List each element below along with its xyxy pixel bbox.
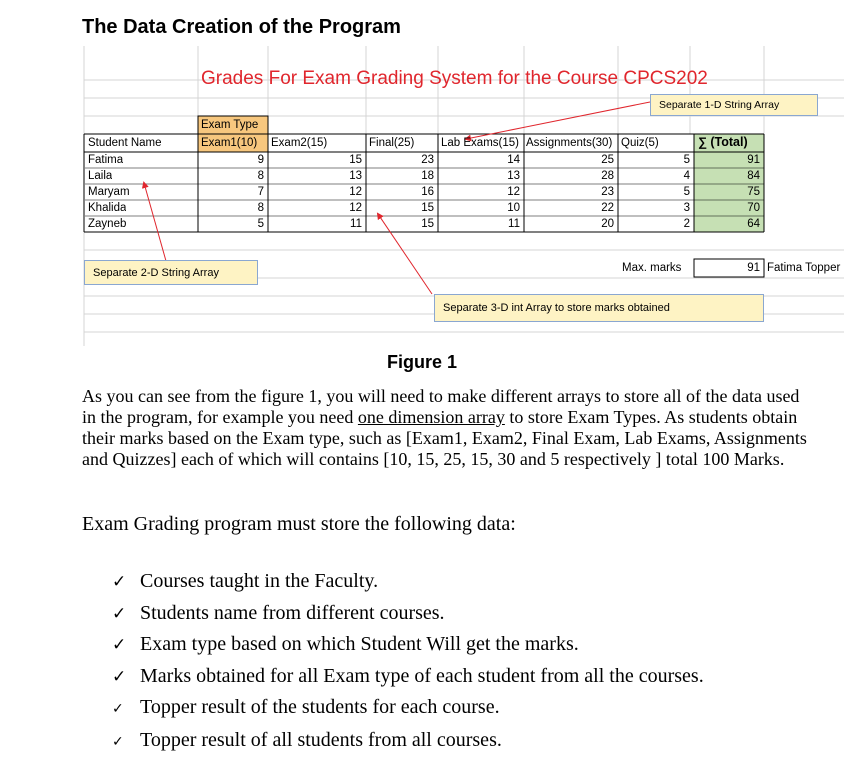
exam-type-label: Exam Type <box>201 119 259 131</box>
mark-cell: 28 <box>601 170 614 182</box>
mark-cell: 25 <box>601 154 614 166</box>
header-lab-exams: Lab Exams(15) <box>441 137 519 149</box>
paragraph-underlined-term: one dimension array <box>357 407 505 427</box>
requirements-checklist <box>112 566 704 758</box>
mark-cell: 13 <box>507 170 520 182</box>
paragraph-text-end: to store Exam Types. As students obtain their marks based on the Exam type, such as [Exam1, Exam2, Final Exam, Lab Exams, Assignments and Quizzes] each of which will contains [10, 15, 25, 15, 30 and 5 respectively ] total 100 Marks. <box>82 407 807 469</box>
arrow-2d <box>144 183 166 261</box>
mark-cell: 23 <box>421 154 434 166</box>
callout-3d-array: Separate 3-D int Array to store marks obtained <box>434 294 764 322</box>
mark-cell: 4 <box>683 170 690 182</box>
list-item <box>112 661 704 693</box>
mark-cell: 18 <box>421 170 434 182</box>
header-total: ∑ (Total) <box>698 135 748 149</box>
list-item-text: Exam type based on which Student Will get the marks. <box>140 633 579 656</box>
mark-cell: 16 <box>421 186 434 198</box>
student-name: Laila <box>88 170 113 182</box>
mark-cell: 12 <box>349 202 362 214</box>
total-cell: 84 <box>747 170 760 182</box>
mark-cell: 14 <box>507 154 520 166</box>
header-quiz: Quiz(5) <box>621 137 659 149</box>
spreadsheet-figure <box>70 46 844 346</box>
max-marks-label: Max. marks <box>622 262 682 274</box>
checkmark-icon: ✓ <box>112 733 124 750</box>
mark-cell: 22 <box>601 202 614 214</box>
total-cell: 91 <box>747 154 760 166</box>
mark-cell: 15 <box>421 202 434 214</box>
list-item <box>112 725 704 758</box>
list-item <box>112 629 704 661</box>
total-cell: 64 <box>747 218 760 230</box>
mark-cell: 8 <box>257 202 264 214</box>
list-item <box>112 566 704 598</box>
list-item-text: Marks obtained for all Exam type of each student from all the courses. <box>140 664 704 687</box>
arrow-1d <box>466 102 650 139</box>
list-item-text: Topper result of the students for each course. <box>140 696 500 719</box>
callout-2d-array: Separate 2-D String Array <box>84 260 258 285</box>
header-final: Final(25) <box>369 137 415 149</box>
mark-cell: 12 <box>349 186 362 198</box>
mark-cell: 2 <box>683 218 690 230</box>
checkmark-icon: ✓ <box>112 635 127 656</box>
sheet-title: Grades For Exam Grading System for the Course CPCS202 <box>201 68 708 89</box>
checkmark-icon: ✓ <box>112 572 127 592</box>
mark-cell: 12 <box>507 186 520 198</box>
mark-cell: 8 <box>257 170 264 182</box>
mark-cell: 5 <box>257 218 264 230</box>
list-item <box>112 598 704 630</box>
mark-cell: 5 <box>683 154 690 166</box>
student-name: Khalida <box>88 202 127 214</box>
checkmark-icon: ✓ <box>112 701 124 718</box>
header-exam1: Exam1(10) <box>201 137 258 149</box>
mark-cell: 15 <box>421 218 434 230</box>
checkmark-icon: ✓ <box>112 666 127 687</box>
header-assignments: Assignments(30) <box>526 137 613 149</box>
mark-cell: 15 <box>349 154 362 166</box>
list-item-text: Courses taught in the Faculty. <box>140 570 379 592</box>
mark-cell: 5 <box>683 186 690 198</box>
max-marks-value: 91 <box>747 262 760 274</box>
body-paragraph <box>82 386 812 470</box>
mark-cell: 20 <box>601 218 614 230</box>
mark-cell: 11 <box>508 218 520 230</box>
list-item-text: Students name from different courses. <box>140 601 445 624</box>
mark-cell: 13 <box>349 170 362 182</box>
list-item-text: Topper result of all students from all courses. <box>140 728 502 751</box>
mark-cell: 3 <box>683 202 690 214</box>
mark-cell: 11 <box>350 218 362 230</box>
mark-cell: 23 <box>601 186 614 198</box>
callout-1d-array: Separate 1-D String Array <box>650 94 818 116</box>
mark-cell: 7 <box>257 186 264 198</box>
student-name: Zayneb <box>88 218 127 230</box>
header-exam2: Exam2(15) <box>271 137 328 149</box>
mark-cell: 9 <box>257 154 264 166</box>
total-cell: 75 <box>747 186 760 198</box>
lead-sentence: Exam Grading program must store the following data: <box>82 513 516 535</box>
figure-caption: Figure 1 <box>386 352 457 372</box>
list-item <box>112 692 704 725</box>
total-cell: 70 <box>747 202 760 214</box>
student-name: Maryam <box>88 186 130 198</box>
header-student-name: Student Name <box>88 137 162 149</box>
paragraph-text-start: As you can see from the figure 1, you will need to make different arrays to store all of the data used in the program, for example you need <box>82 386 800 427</box>
topper-text: Fatima Topper <box>767 262 841 274</box>
mark-cell: 10 <box>507 202 520 214</box>
checkmark-icon: ✓ <box>112 603 127 624</box>
page-heading: The Data Creation of the Program <box>82 16 401 38</box>
student-name: Fatima <box>88 154 124 166</box>
